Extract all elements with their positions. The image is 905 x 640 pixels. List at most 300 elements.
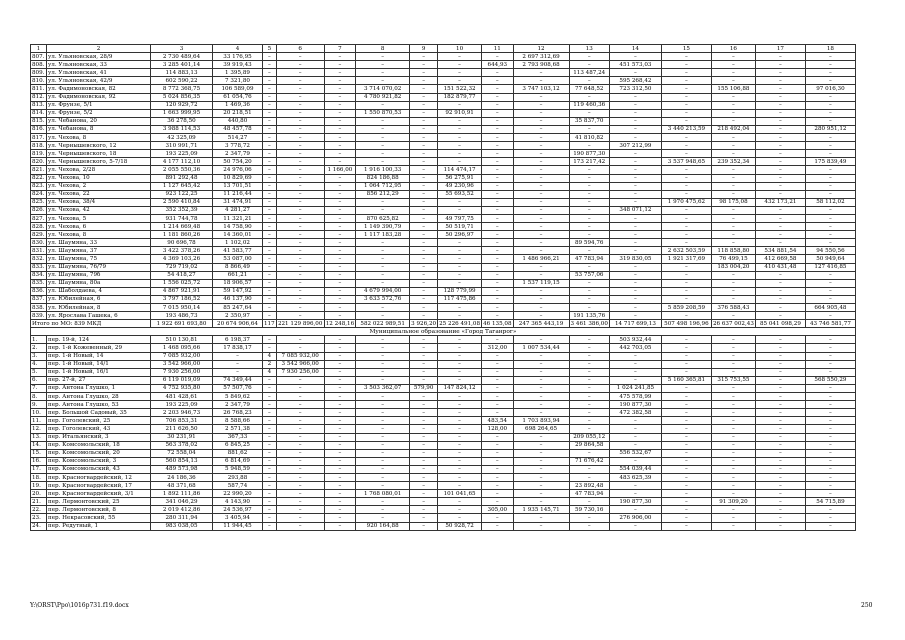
table-cell: –: [661, 93, 711, 101]
table-cell: 2 019 412,86: [151, 506, 213, 514]
table-row: [31, 522, 856, 530]
table-cell: –: [356, 247, 410, 255]
table-cell: –: [513, 304, 569, 312]
table-cell: –: [356, 425, 410, 433]
table-cell: 1 892 111,86: [151, 490, 213, 498]
table-cell: –: [569, 344, 609, 352]
table-cell: –: [569, 77, 609, 85]
table-cell: –: [276, 263, 324, 271]
total-cell: 25 226 491,08: [439, 320, 481, 327]
table-cell: –: [569, 473, 609, 481]
table-cell: –: [513, 473, 569, 481]
table-cell: 568 550,29: [805, 376, 855, 384]
table-cell: пер. Красногвардейский, 12: [47, 473, 151, 481]
table-cell: –: [569, 279, 609, 287]
table-cell: –: [805, 101, 855, 109]
table-cell: –: [410, 409, 438, 417]
table-cell: 48 457,78: [213, 125, 263, 133]
table-cell: ул. Ульяновская, 42/9: [47, 77, 151, 85]
table-cell: –: [324, 190, 355, 198]
table-cell: –: [482, 158, 513, 166]
table-cell: –: [263, 93, 277, 101]
table-cell: –: [410, 360, 438, 368]
table-cell: –: [711, 506, 755, 514]
table-cell: –: [513, 239, 569, 247]
table-cell: –: [482, 352, 513, 360]
table-cell: 410 431,48: [755, 263, 805, 271]
table-cell: 1 117 183,28: [356, 231, 410, 239]
table-cell: –: [513, 368, 569, 376]
table-cell: –: [482, 174, 513, 182]
table-cell: –: [805, 344, 855, 352]
table-cell: 2 697 312,69: [513, 53, 569, 61]
table-cell: –: [482, 182, 513, 190]
table-cell: –: [569, 53, 609, 61]
table-cell: –: [263, 134, 277, 142]
table-cell: –: [276, 409, 324, 417]
table-cell: 1 663 999,95: [151, 109, 213, 117]
table-cell: 7.: [31, 384, 47, 392]
table-cell: –: [755, 425, 805, 433]
table-cell: 1 064 712,95: [356, 182, 410, 190]
table-cell: –: [661, 368, 711, 376]
table-cell: –: [755, 69, 805, 77]
table-cell: 76 499,15: [711, 255, 755, 263]
table-cell: –: [805, 77, 855, 85]
table-cell: –: [805, 231, 855, 239]
table-cell: –: [438, 368, 482, 376]
table-cell: 239 352,34: [711, 158, 755, 166]
table-cell: –: [263, 336, 277, 344]
table-cell: –: [805, 506, 855, 514]
table-cell: –: [755, 295, 805, 303]
table-cell: –: [609, 368, 661, 376]
table-row: [31, 312, 856, 320]
table-cell: –: [276, 223, 324, 231]
table-cell: –: [324, 61, 355, 69]
table-cell: –: [438, 279, 482, 287]
table-cell: –: [356, 239, 410, 247]
table-cell: –: [569, 93, 609, 101]
table-cell: –: [661, 312, 711, 320]
table-cell: 822.: [31, 174, 47, 182]
table-cell: –: [263, 117, 277, 125]
table-row: [31, 85, 856, 93]
table-cell: 20 218,51: [213, 109, 263, 117]
table-cell: –: [755, 174, 805, 182]
table-cell: 664 905,48: [805, 304, 855, 312]
table-cell: 21.: [31, 498, 47, 506]
table-cell: –: [755, 61, 805, 69]
table-cell: –: [482, 206, 513, 214]
table-cell: –: [755, 457, 805, 465]
table-cell: 155 106,88: [711, 85, 755, 93]
table-cell: 191 135,76: [569, 312, 609, 320]
table-cell: –: [482, 457, 513, 465]
table-cell: –: [410, 465, 438, 473]
table-cell: –: [755, 433, 805, 441]
table-cell: –: [276, 166, 324, 174]
table-cell: –: [410, 490, 438, 498]
table-cell: –: [482, 441, 513, 449]
table-cell: –: [410, 206, 438, 214]
table-cell: –: [263, 522, 277, 530]
table-cell: –: [661, 457, 711, 465]
table-cell: –: [513, 214, 569, 222]
table-cell: ул. Юбилейная, 6: [47, 295, 151, 303]
table-cell: 3 537 948,65: [661, 158, 711, 166]
table-cell: 53 087,00: [213, 255, 263, 263]
table-cell: пер. Антона Глушко, 28: [47, 393, 151, 401]
table-row: [31, 514, 856, 522]
table-cell: –: [755, 465, 805, 473]
table-cell: ул. Шаумяна, 76/79: [47, 263, 151, 271]
table-cell: –: [755, 271, 805, 279]
table-cell: –: [410, 425, 438, 433]
table-cell: –: [438, 101, 482, 109]
table-cell: 24 186,36: [151, 473, 213, 481]
table-cell: –: [609, 109, 661, 117]
table-cell: –: [263, 344, 277, 352]
table-cell: –: [356, 344, 410, 352]
table-cell: –: [276, 465, 324, 473]
table-cell: 209 055,12: [569, 433, 609, 441]
table-cell: –: [263, 239, 277, 247]
table-cell: 98 175,08: [711, 198, 755, 206]
table-cell: –: [410, 417, 438, 425]
table-cell: –: [438, 465, 482, 473]
table-cell: –: [438, 61, 482, 69]
table-cell: 85 247,64: [213, 304, 263, 312]
table-cell: –: [263, 498, 277, 506]
table-cell: –: [276, 77, 324, 85]
table-cell: –: [513, 101, 569, 109]
table-cell: –: [711, 409, 755, 417]
table-cell: –: [438, 53, 482, 61]
table-cell: –: [755, 473, 805, 481]
table-cell: –: [276, 506, 324, 514]
table-cell: пер. 27-й, 27: [47, 376, 151, 384]
table-cell: –: [276, 101, 324, 109]
table-cell: –: [513, 482, 569, 490]
table-row: [31, 360, 856, 368]
table-cell: –: [263, 182, 277, 190]
table-cell: 182 879,77: [438, 93, 482, 101]
table-cell: –: [356, 279, 410, 287]
table-cell: –: [609, 134, 661, 142]
table-cell: –: [805, 295, 855, 303]
table-cell: –: [755, 134, 805, 142]
table-cell: –: [356, 401, 410, 409]
table-cell: –: [276, 287, 324, 295]
table-cell: –: [438, 150, 482, 158]
table-cell: 820.: [31, 158, 47, 166]
table-cell: 190 877,30: [609, 401, 661, 409]
table-cell: ул. Чернышевского, 18: [47, 150, 151, 158]
table-cell: –: [324, 109, 355, 117]
table-cell: 856 212,29: [356, 190, 410, 198]
table-cell: ул. Юбилейная, 8: [47, 304, 151, 312]
table-cell: –: [513, 465, 569, 473]
table-cell: 835.: [31, 279, 47, 287]
table-cell: ул. Чехова, 6: [47, 223, 151, 231]
section-title-row: [31, 328, 856, 336]
table-cell: –: [263, 384, 277, 392]
table-cell: 29 864,58: [569, 441, 609, 449]
table-cell: 376 588,43: [711, 304, 755, 312]
table-cell: –: [661, 142, 711, 150]
table-cell: –: [324, 271, 355, 279]
table-cell: –: [805, 312, 855, 320]
table-cell: 280 951,12: [805, 125, 855, 133]
table-cell: 50 928,72: [438, 522, 482, 530]
table-cell: –: [324, 457, 355, 465]
table-row: [31, 93, 856, 101]
table-cell: –: [805, 514, 855, 522]
table-cell: 3 714 070,02: [356, 85, 410, 93]
table-cell: –: [263, 409, 277, 417]
table-cell: 12: [513, 45, 569, 53]
table-row: [31, 134, 856, 142]
table-cell: 1.: [31, 336, 47, 344]
table-cell: –: [661, 295, 711, 303]
table-cell: –: [755, 53, 805, 61]
table-cell: –: [513, 182, 569, 190]
table-cell: 1 024 241,85: [609, 384, 661, 392]
table-row: [31, 117, 856, 125]
table-cell: –: [356, 441, 410, 449]
table-cell: –: [711, 287, 755, 295]
table-cell: –: [356, 150, 410, 158]
table-cell: пер. Некрасовский, 55: [47, 514, 151, 522]
table-cell: –: [324, 53, 355, 61]
table-cell: –: [276, 174, 324, 182]
table-cell: 53 757,06: [569, 271, 609, 279]
table-cell: –: [276, 449, 324, 457]
table-cell: –: [482, 482, 513, 490]
total-cell: 582 022 989,51: [356, 320, 410, 328]
table-cell: –: [263, 304, 277, 312]
table-cell: –: [482, 142, 513, 150]
table-cell: –: [276, 271, 324, 279]
table-cell: 13: [569, 45, 609, 53]
table-cell: 16: [711, 45, 755, 53]
table-cell: –: [324, 263, 355, 271]
table-cell: –: [356, 125, 410, 133]
table-cell: –: [711, 134, 755, 142]
table-cell: –: [661, 263, 711, 271]
table-cell: –: [661, 223, 711, 231]
table-cell: пер. 1-й Новый, 16/1: [47, 368, 151, 376]
table-cell: –: [755, 77, 805, 85]
table-cell: –: [569, 198, 609, 206]
table-cell: –: [569, 223, 609, 231]
table-cell: –: [609, 174, 661, 182]
table-cell: 1 703 893,94: [513, 417, 569, 425]
table-cell: –: [356, 449, 410, 457]
table-cell: –: [569, 214, 609, 222]
total-cell: 3 926,20: [411, 320, 437, 327]
table-cell: 3 440 213,59: [661, 125, 711, 133]
table-cell: –: [356, 312, 410, 320]
table-cell: –: [755, 125, 805, 133]
table-cell: –: [805, 401, 855, 409]
table-cell: 4 143,90: [213, 498, 263, 506]
table-cell: –: [755, 360, 805, 368]
table-row: [31, 150, 856, 158]
table-cell: –: [805, 433, 855, 441]
table-cell: 1 486 966,21: [513, 255, 569, 263]
table-cell: –: [263, 425, 277, 433]
table-cell: 352 352,39: [151, 206, 213, 214]
table-cell: пер. 1-й Новый, 14/1: [47, 360, 151, 368]
table-cell: 1 149 390,79: [356, 223, 410, 231]
table-cell: –: [410, 174, 438, 182]
table-cell: 3 797 186,52: [151, 295, 213, 303]
table-cell: 190 877,30: [569, 150, 609, 158]
total-cell: 43 746 581,77: [805, 320, 855, 328]
table-cell: –: [263, 150, 277, 158]
table-cell: –: [569, 182, 609, 190]
table-cell: 819.: [31, 150, 47, 158]
table-cell: –: [661, 433, 711, 441]
table-cell: 7 015 950,14: [151, 304, 213, 312]
table-cell: –: [410, 61, 438, 69]
table-cell: –: [438, 433, 482, 441]
table-cell: –: [805, 490, 855, 498]
table-cell: –: [410, 368, 438, 376]
section-title: Муниципальное образование «Город Таганрог»: [31, 328, 856, 336]
table-cell: –: [276, 214, 324, 222]
table-cell: –: [805, 417, 855, 425]
table-cell: –: [661, 174, 711, 182]
table-cell: ул. Шаумяна, 75: [47, 255, 151, 263]
table-cell: пер. Красногвардейский, 3/1: [47, 490, 151, 498]
table-cell: 183 004,20: [711, 263, 755, 271]
table-cell: –: [482, 360, 513, 368]
table-cell: –: [661, 490, 711, 498]
table-cell: 560 854,13: [151, 457, 213, 465]
table-cell: 90 696,78: [151, 239, 213, 247]
table-cell: –: [276, 336, 324, 344]
table-cell: –: [276, 69, 324, 77]
table-cell: –: [661, 101, 711, 109]
table-cell: 7 930 256,00: [151, 368, 213, 376]
table-cell: 1 395,89: [213, 69, 263, 77]
table-cell: –: [755, 85, 805, 93]
table-cell: 74 349,44: [213, 376, 263, 384]
table-cell: –: [263, 166, 277, 174]
table-cell: –: [438, 271, 482, 279]
table-cell: 2 203 946,73: [151, 409, 213, 417]
table-row: [31, 53, 856, 61]
table-cell: –: [711, 231, 755, 239]
table-cell: –: [438, 401, 482, 409]
table-cell: –: [513, 376, 569, 384]
table-cell: –: [711, 344, 755, 352]
table-cell: –: [805, 482, 855, 490]
table-row: [31, 376, 856, 384]
table-cell: –: [755, 368, 805, 376]
table-cell: 440,80: [213, 117, 263, 125]
table-cell: –: [324, 376, 355, 384]
table-cell: –: [356, 134, 410, 142]
table-cell: –: [805, 214, 855, 222]
table-cell: –: [438, 263, 482, 271]
table-cell: 7 085 932,00: [151, 352, 213, 360]
table-cell: –: [356, 198, 410, 206]
table-cell: 20.: [31, 490, 47, 498]
table-cell: –: [513, 231, 569, 239]
table-cell: 3 633 572,76: [356, 295, 410, 303]
table-cell: –: [513, 393, 569, 401]
table-cell: –: [805, 393, 855, 401]
table-cell: –: [410, 134, 438, 142]
table-cell: –: [513, 109, 569, 117]
table-cell: 1 768 080,01: [356, 490, 410, 498]
table-cell: –: [513, 198, 569, 206]
table-cell: –: [410, 449, 438, 457]
table-cell: –: [482, 433, 513, 441]
table-cell: –: [569, 514, 609, 522]
table-cell: –: [609, 295, 661, 303]
table-cell: 22 990,20: [213, 490, 263, 498]
table-cell: –: [711, 465, 755, 473]
table-cell: 89 594,76: [569, 239, 609, 247]
table-cell: –: [276, 417, 324, 425]
table-cell: 587,74: [213, 482, 263, 490]
table-cell: –: [711, 166, 755, 174]
table-cell: –: [609, 263, 661, 271]
table-cell: –: [410, 255, 438, 263]
table-cell: –: [661, 482, 711, 490]
table-cell: –: [410, 441, 438, 449]
table-cell: ул. Чехова, 2/28: [47, 166, 151, 174]
table-cell: –: [482, 93, 513, 101]
table-cell: –: [410, 109, 438, 117]
table-cell: –: [661, 360, 711, 368]
table-cell: –: [755, 206, 805, 214]
table-row: [31, 409, 856, 417]
table-cell: –: [276, 239, 324, 247]
table-cell: –: [755, 142, 805, 150]
table-cell: –: [263, 109, 277, 117]
table-cell: –: [482, 514, 513, 522]
table-cell: –: [263, 295, 277, 303]
table-cell: –: [609, 490, 661, 498]
table-cell: –: [482, 401, 513, 409]
table-cell: –: [805, 53, 855, 61]
table-cell: –: [482, 255, 513, 263]
table-cell: –: [805, 368, 855, 376]
table-cell: –: [609, 223, 661, 231]
table-cell: 14 758,90: [213, 223, 263, 231]
table-cell: –: [661, 425, 711, 433]
table-cell: –: [276, 61, 324, 69]
table-cell: –: [276, 295, 324, 303]
table-row: [31, 506, 856, 514]
table-row: [31, 287, 856, 295]
table-cell: –: [711, 433, 755, 441]
table-row: [31, 295, 856, 303]
table-cell: 190 877,30: [609, 498, 661, 506]
table-cell: 723 312,50: [609, 85, 661, 93]
table-cell: 5 160 365,81: [661, 376, 711, 384]
table-cell: –: [609, 53, 661, 61]
table-cell: 4.: [31, 360, 47, 368]
table-row: [31, 304, 856, 312]
table-cell: –: [805, 93, 855, 101]
